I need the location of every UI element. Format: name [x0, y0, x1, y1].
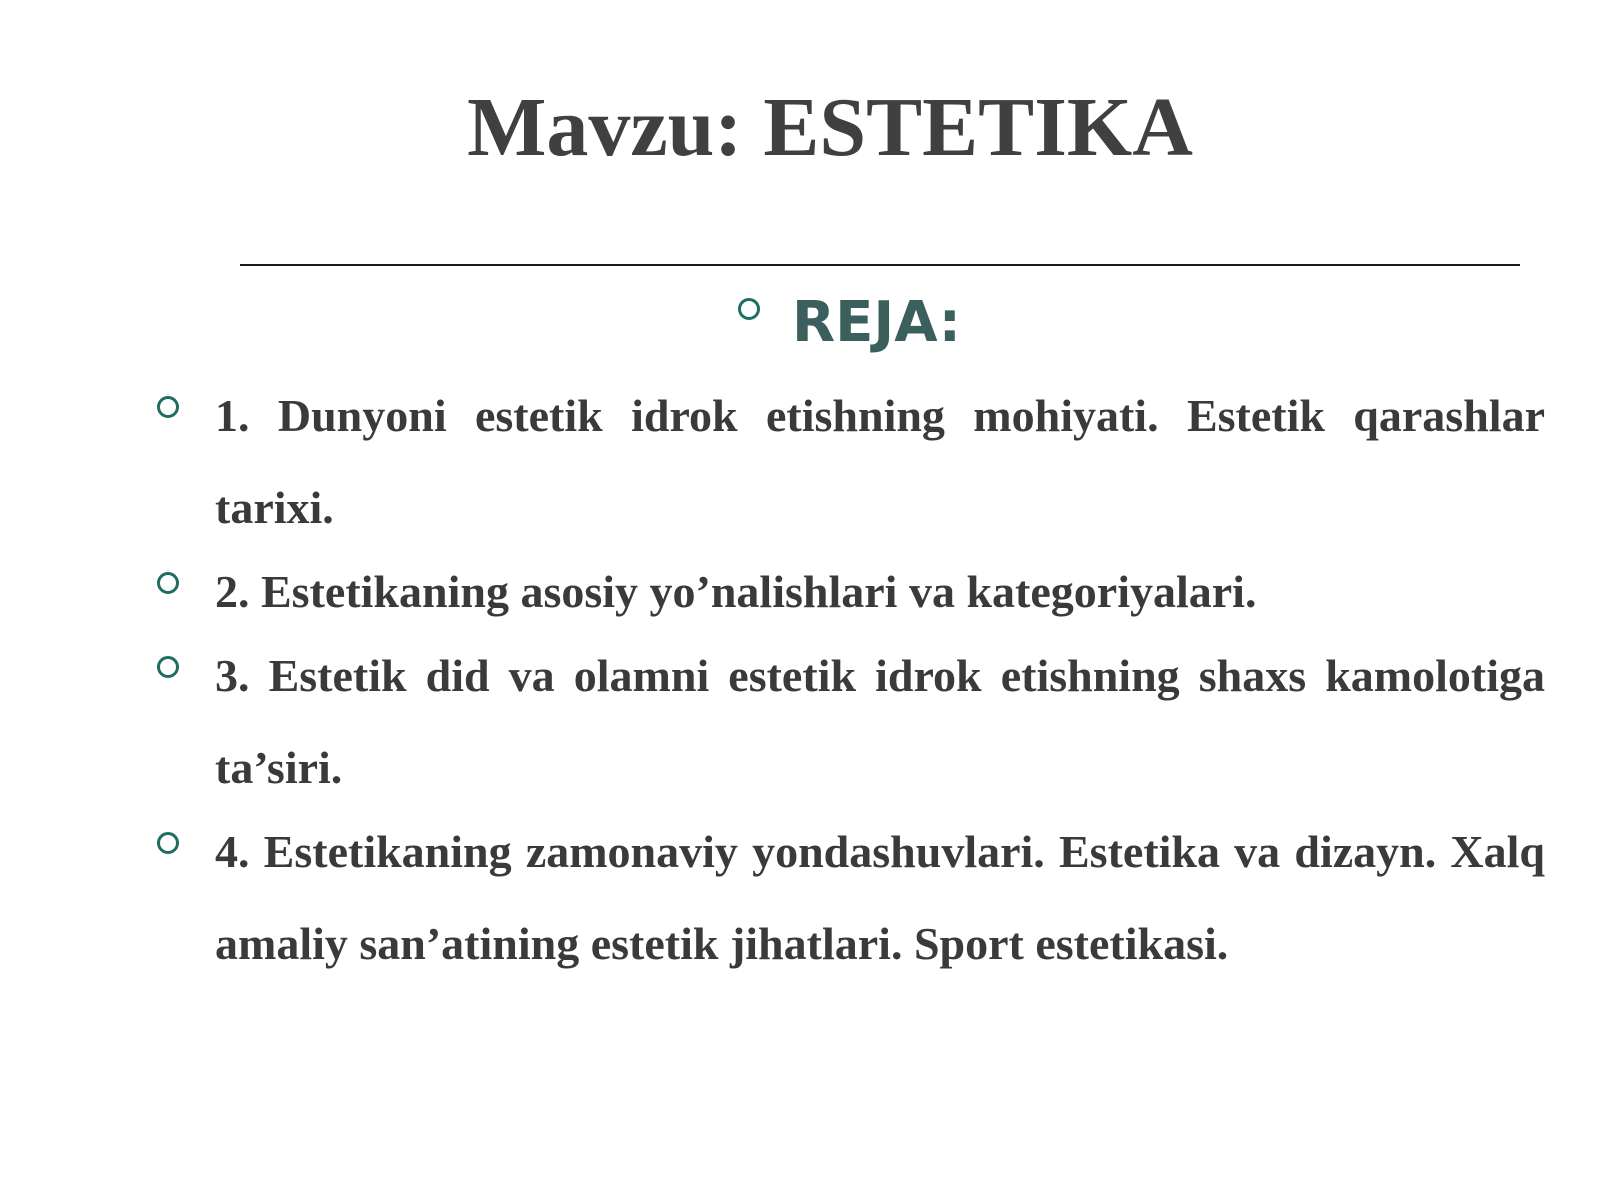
plan-item-text: 3. Estetik did va olamni estetik idrok etishning shaxs kamolotiga ta’siri.: [215, 650, 1545, 793]
plan-heading-label: REJA:: [792, 290, 961, 355]
plan-item: [155, 630, 1545, 814]
plan-item: [155, 546, 1545, 638]
plan-item-text: 4. Estetikaning zamonaviy yondashuvlari. Estetika va dizayn. Xalq amaliy san’atining estetik jihatlari. Sport estetikasi.: [215, 826, 1545, 969]
plan-list: [155, 390, 1545, 1002]
hollow-circle-bullet-icon: [157, 572, 179, 594]
hollow-circle-bullet-icon: [157, 396, 179, 418]
plan-item: [155, 806, 1545, 990]
title-divider: [240, 264, 1520, 266]
plan-heading: [738, 288, 961, 358]
slide-title: Mavzu: ESTETIKA: [467, 81, 1193, 174]
plan-item-text: 2. Estetikaning asosiy yo’nalishlari va kategoriyalari.: [215, 566, 1257, 617]
hollow-circle-bullet-icon: [157, 656, 179, 678]
plan-item-text: 1. Dunyoni estetik idrok etishning mohiyati. Estetik qarashlar tarixi.: [215, 390, 1545, 533]
plan-item: [155, 370, 1545, 554]
hollow-circle-bullet-icon: [157, 832, 179, 854]
hollow-circle-bullet-icon: [738, 298, 760, 320]
